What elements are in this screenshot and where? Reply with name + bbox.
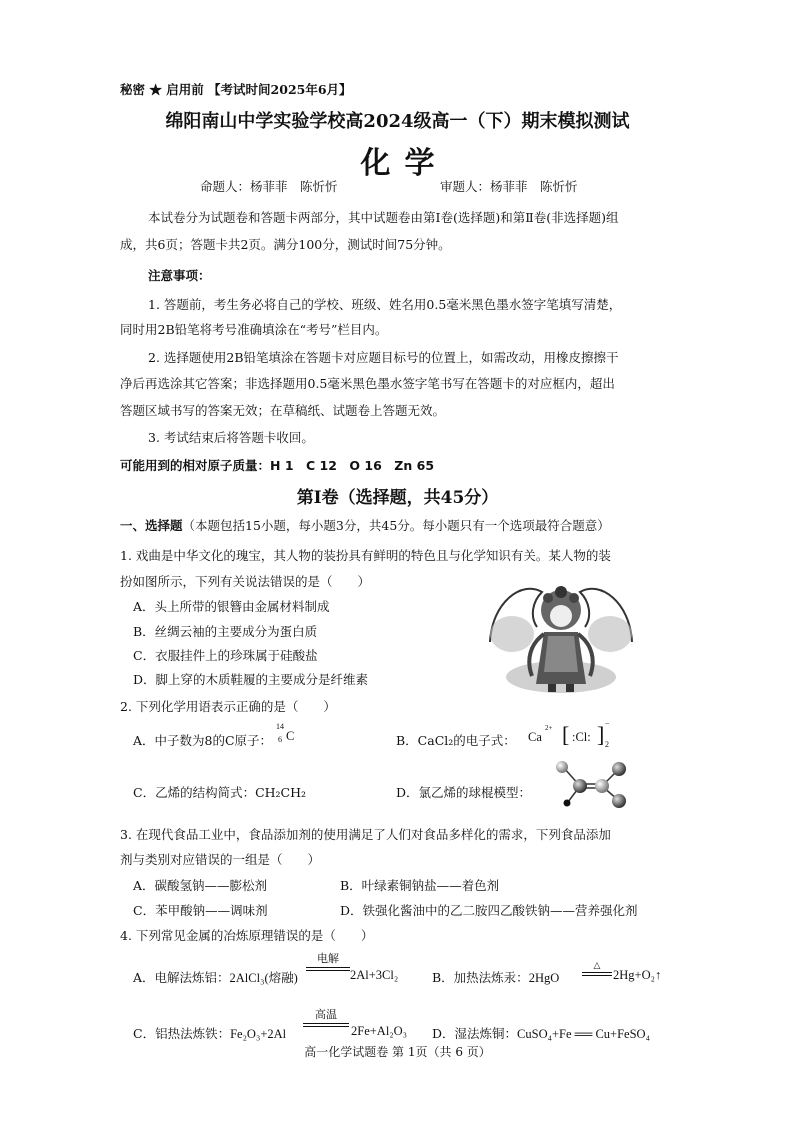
q4-option-c bbox=[133, 1024, 286, 1042]
q4-a-condition bbox=[306, 953, 350, 971]
q3-option-b: B．叶绿素铜钠盐——着色剂 bbox=[340, 878, 500, 893]
nuclide-element: C bbox=[286, 729, 295, 743]
page-footer: 高一化学试题卷 第 1页（共 6 页） bbox=[304, 1045, 491, 1059]
q2-option-a bbox=[133, 722, 298, 749]
q4-option-a bbox=[133, 968, 298, 986]
q4-a-cond-text: 电解 bbox=[317, 952, 339, 965]
q1-option-b: B．丝绸云袖的主要成分为蛋白质 bbox=[133, 624, 318, 639]
q1-stem-1: 1. 戏曲是中华文化的瑰宝，其人物的装扮具有鲜明的特色且与化学知识有关。某人物的装 bbox=[120, 548, 611, 563]
note-3: 3. 考试结束后将答题卡收回。 bbox=[148, 430, 314, 445]
q3-option-d: D．铁强化酱油中的乙二胺四乙酸铁钠——营养强化剂 bbox=[340, 903, 638, 918]
note-2a: 2. 选择题使用2B铅笔填涂在答题卡对应题目标号的位置上，如需改动，用橡皮擦擦干 bbox=[148, 350, 619, 365]
q4-c-right: 2Fe+Al₂O₃ bbox=[351, 1024, 408, 1038]
q3-stem-1: 3. 在现代食品工业中，食品添加剂的使用满足了人们对食品多样化的需求，下列食品添加 bbox=[120, 827, 611, 842]
vinyl-chloride-ball-stick-model bbox=[552, 760, 632, 810]
q4-option-b bbox=[432, 968, 559, 986]
q4-b-equals bbox=[582, 972, 612, 976]
note-2c: 答题区域书写的答案无效；在草稿纸、试题卷上答题无效。 bbox=[120, 403, 446, 418]
section-title: 第Ⅰ卷（选择题，共45分） bbox=[296, 488, 499, 508]
bracket-left: [ bbox=[562, 722, 570, 747]
intro-line-2: 成，共6页；答题卡共2页。满分100分，测试时间75分钟。 bbox=[120, 237, 451, 252]
nuclide-number: 6 bbox=[278, 735, 283, 744]
q4-stem: 4. 下列常见金属的冶炼原理错误的是（ ） bbox=[120, 928, 374, 943]
instruction-text: （本题包括15小题，每小题3分，共45分。每小题只有一个选项最符合题意） bbox=[182, 518, 610, 533]
q4-b-cond-text: △ bbox=[593, 961, 601, 971]
notes-heading: 注意事项： bbox=[148, 268, 211, 283]
cl-count: 2 bbox=[605, 740, 609, 749]
note-1b: 同时用2B铅笔将考号准确填涂在“考号”栏目内。 bbox=[120, 322, 388, 337]
q2-stem: 2. 下列化学用语表示正确的是（ ） bbox=[120, 699, 336, 714]
ca-ion: Ca bbox=[528, 730, 542, 744]
q4-a-equals bbox=[306, 967, 350, 971]
q3-stem-2: 剂与类别对应错误的一组是（ ） bbox=[120, 852, 321, 867]
instruction-label: 一、选择题 bbox=[120, 518, 183, 533]
q4-c-left: Fe₂O₃+2Al bbox=[230, 1027, 287, 1041]
cl-ion: :Cl: bbox=[572, 730, 591, 744]
q4-a-label: A．电解法炼铝： bbox=[133, 970, 230, 985]
exam-title: 绵阳南山中学实验学校高2024级高一（下）期末模拟测试 bbox=[165, 111, 630, 132]
authors-right: 审题人：杨菲菲 陈忻忻 bbox=[440, 179, 578, 194]
q4-b-label: B．加热法炼汞： bbox=[432, 970, 529, 985]
q4-d-label: D．湿法炼铜： bbox=[432, 1026, 518, 1041]
q1-option-c: C．衣服挂件上的珍珠属于硅酸盐 bbox=[133, 648, 318, 663]
q4-b-condition bbox=[582, 962, 612, 976]
bracket-right: ] bbox=[597, 722, 605, 747]
opera-figure-image bbox=[482, 572, 642, 702]
ca-charge: 2+ bbox=[545, 724, 553, 732]
note-2b: 净后再选涂其它答案；非选择题用0.5毫米黑色墨水签字笔书写在答题卡的对应框内，超出 bbox=[120, 376, 615, 391]
secret-mark: 秘密 ★ 启用前 【考试时间2025年6月】 bbox=[120, 82, 352, 97]
nuclide-mass: 14 bbox=[276, 722, 285, 731]
intro-line-1: 本试卷分为试题卷和答题卡两部分，其中试题卷由第Ⅰ卷(选择题)和第Ⅱ卷(非选择题)组 bbox=[148, 210, 619, 225]
nuclide-symbol bbox=[276, 722, 298, 745]
section-instruction bbox=[120, 516, 610, 534]
note-1a: 1. 答题前，考生务必将自己的学校、班级、姓名用0.5毫米黑色墨水签字笔填写清楚， bbox=[148, 297, 622, 312]
q1-option-a: A．头上所带的银簪由金属材料制成 bbox=[133, 599, 330, 614]
cl-charge: − bbox=[605, 719, 610, 728]
q4-a-right: 2Al+3Cl₂ bbox=[350, 968, 399, 982]
cacl2-electron-formula bbox=[528, 719, 610, 752]
q4-c-label: C．铝热法炼铁： bbox=[133, 1026, 231, 1041]
q3-option-a: A．碳酸氢钠——膨松剂 bbox=[133, 878, 268, 893]
q2-option-c: C．乙烯的结构简式：CH₂CH₂ bbox=[133, 785, 307, 800]
subject-title: 化学 bbox=[360, 146, 449, 181]
q4-a-left: 2AlCl₃(熔融) bbox=[229, 971, 298, 985]
q4-c-condition bbox=[303, 1009, 349, 1027]
q4-c-cond-text: 高温 bbox=[315, 1008, 337, 1021]
q4-b-left: 2HgO bbox=[528, 971, 560, 985]
q4-c-equals bbox=[303, 1023, 349, 1027]
authors-left: 命题人：杨菲菲 陈忻忻 bbox=[200, 179, 338, 194]
q2-a-text: A．中子数为8的C原子： bbox=[133, 733, 273, 748]
q1-option-d: D．脚上穿的木质鞋履的主要成分是纤维素 bbox=[133, 672, 369, 687]
atomic-masses: 可能用到的相对原子质量：H 1 C 12 O 16 Zn 65 bbox=[120, 458, 435, 473]
q4-d-equation: CuSO₄+Fe ══ Cu+FeSO₄ bbox=[517, 1027, 650, 1041]
q3-option-c: C．苯甲酸钠——调味剂 bbox=[133, 903, 268, 918]
q4-option-d bbox=[432, 1024, 650, 1042]
q4-b-right: 2Hg+O₂↑ bbox=[613, 968, 662, 982]
q2-option-d: D．氯乙烯的球棍模型： bbox=[396, 785, 532, 800]
q2-option-b: B．CaCl₂的电子式： bbox=[396, 733, 516, 748]
q1-stem-2: 扮如图所示，下列有关说法错误的是（ ） bbox=[120, 574, 371, 589]
